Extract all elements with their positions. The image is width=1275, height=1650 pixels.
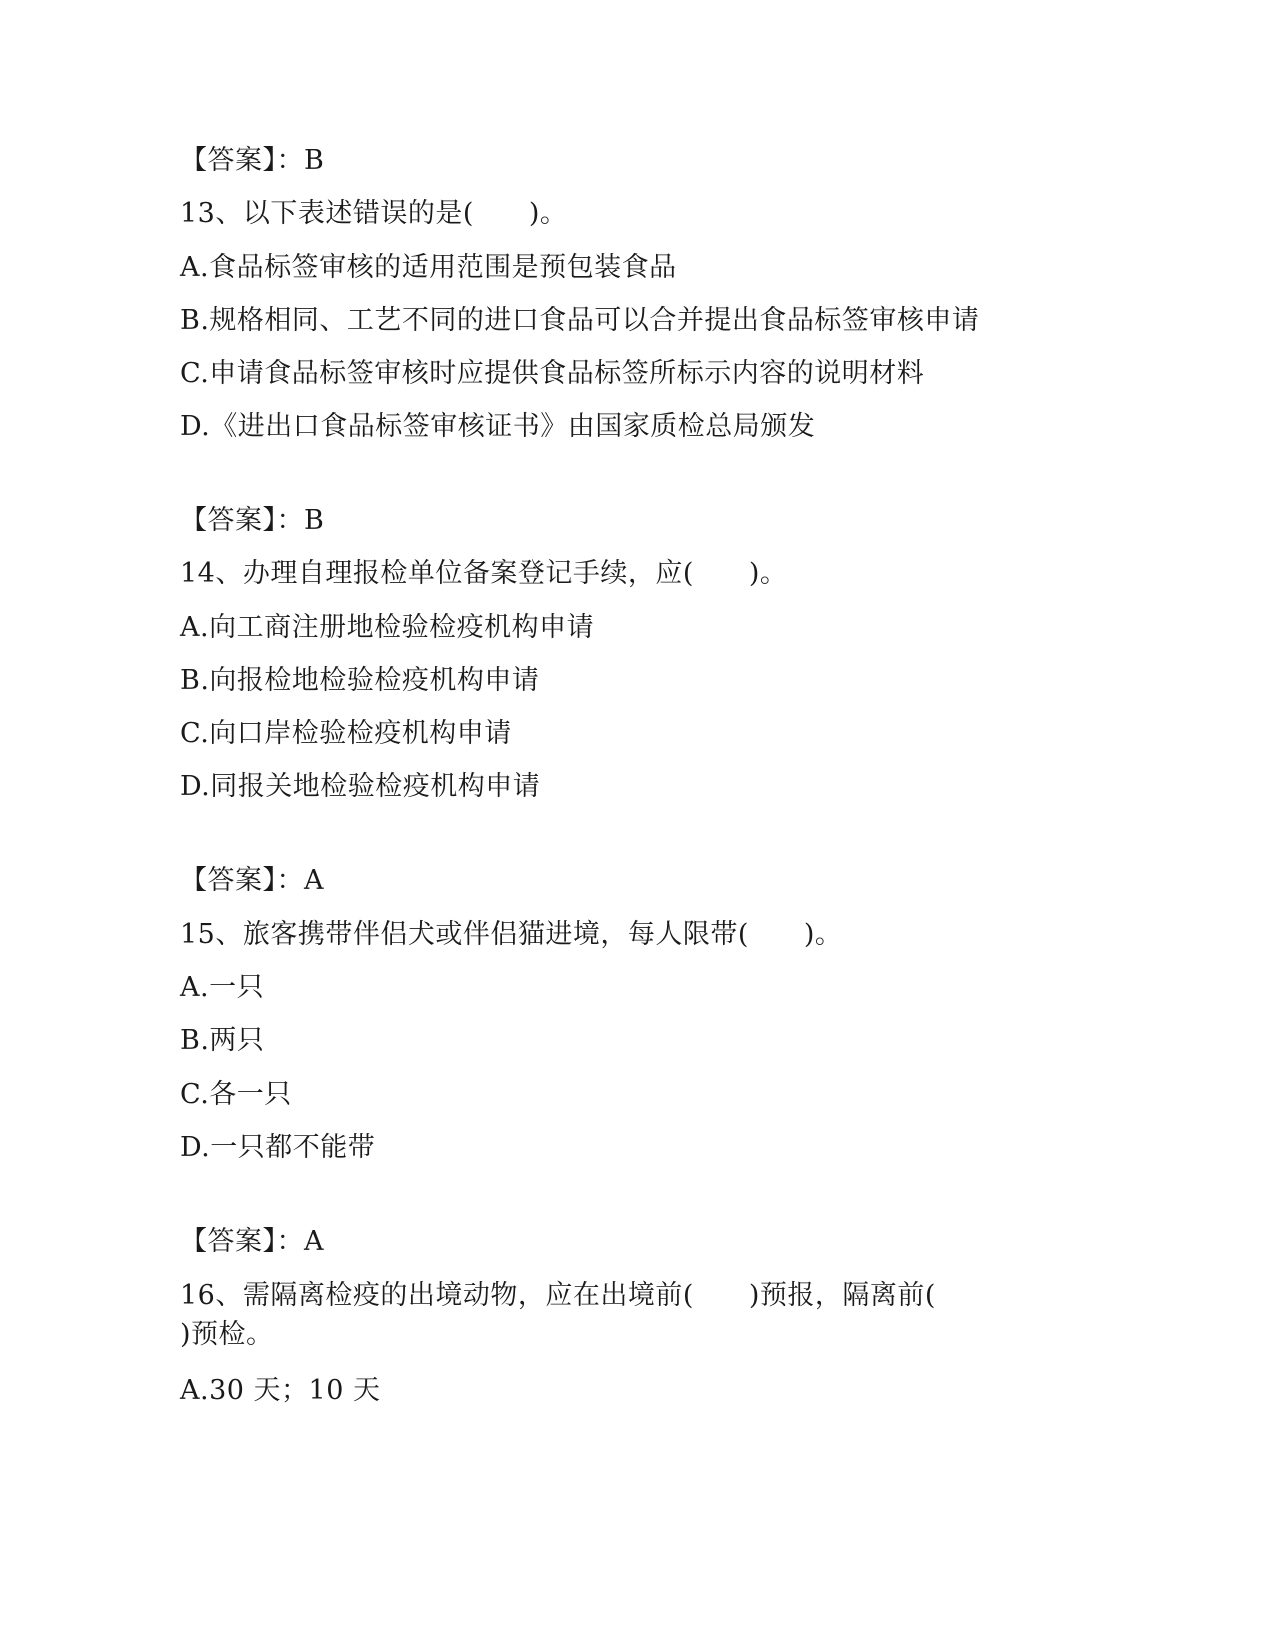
option-14-a: A.向工商注册地检验检疫机构申请 xyxy=(180,612,595,643)
option-15-a: A.一只 xyxy=(180,972,265,1003)
option-14-d: D.同报关地检验检疫机构申请 xyxy=(180,771,541,802)
answer-15: 【答案】：A xyxy=(180,1226,324,1257)
option-13-d: D.《进出口食品标签审核证书》由国家质检总局颁发 xyxy=(180,411,816,442)
option-15-d: D.一只都不能带 xyxy=(180,1132,376,1163)
option-14-b: B.向报检地检验检疫机构申请 xyxy=(180,665,540,696)
option-13-b: B.规格相同、工艺不同的进口食品可以合并提出食品标签审核申请 xyxy=(180,305,980,336)
answer-13: 【答案】：B xyxy=(180,505,325,536)
answer-12: 【答案】：B xyxy=(180,145,325,176)
option-15-b: B.两只 xyxy=(180,1025,265,1056)
option-13-a: A.食品标签审核的适用范围是预包装食品 xyxy=(180,252,677,283)
option-16-a: A.30 天；10 天 xyxy=(180,1375,381,1406)
question-16-line-2: )预检。 xyxy=(180,1319,274,1350)
question-15: 15、旅客携带伴侣犬或伴侣猫进境，每人限带( )。 xyxy=(180,919,843,950)
option-13-c: C.申请食品标签审核时应提供食品标签所标示内容的说明材料 xyxy=(180,358,925,389)
question-16-line-1: 16、需隔离检疫的出境动物，应在出境前( )预报，隔离前( xyxy=(180,1280,936,1311)
question-13: 13、以下表述错误的是( )。 xyxy=(180,198,568,229)
question-14: 14、办理自理报检单位备案登记手续，应( )。 xyxy=(180,558,788,589)
answer-14: 【答案】：A xyxy=(180,865,324,896)
option-14-c: C.向口岸检验检疫机构申请 xyxy=(180,718,512,749)
option-15-c: C.各一只 xyxy=(180,1079,292,1110)
